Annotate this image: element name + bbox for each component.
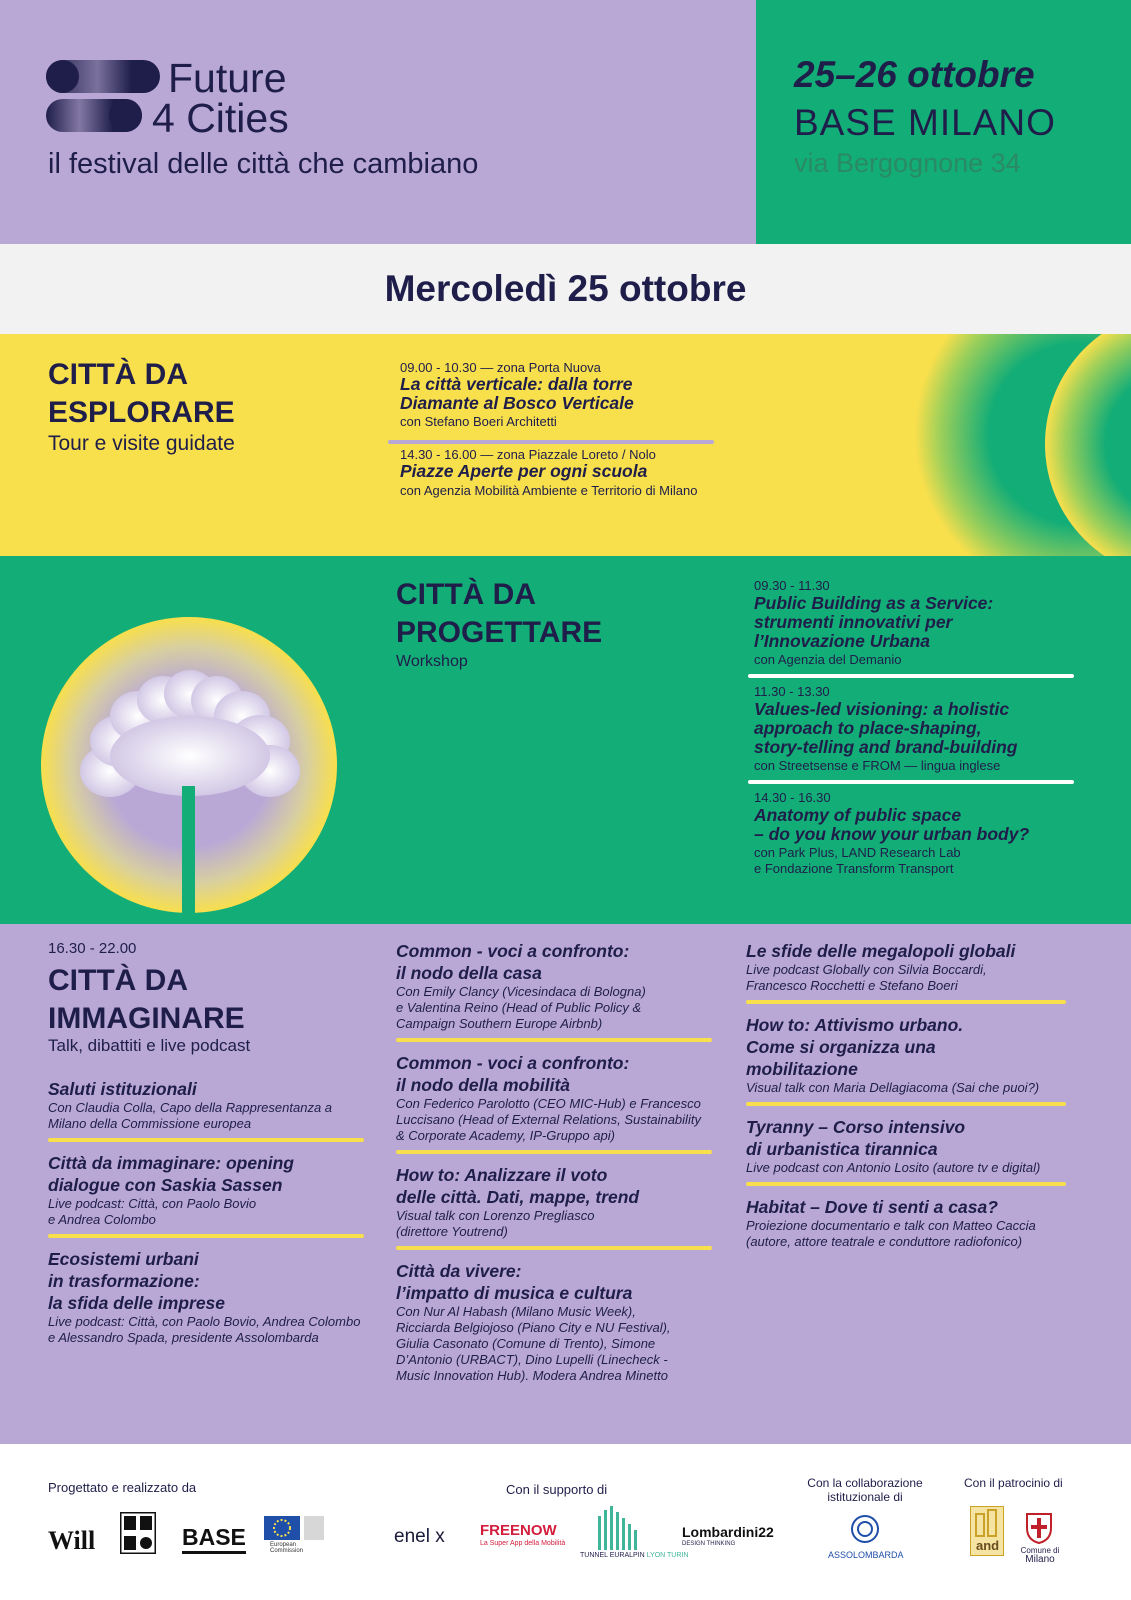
event-title: l’Innovazione Urbana — [754, 631, 930, 651]
and-logo-text: and — [976, 1538, 1000, 1553]
lombardini22-logo: Lombardini22 — [682, 1524, 774, 1540]
program-item — [396, 1052, 732, 1144]
green-arcs-decoration-icon — [780, 334, 1131, 556]
divider — [748, 674, 1074, 678]
program-column-3 — [746, 940, 1086, 1256]
program-column-2 — [396, 940, 732, 1390]
program-item-title: l’impatto di musica e cultura — [396, 1283, 633, 1303]
program-item — [746, 1014, 1086, 1096]
program-item-description: Live podcast con Antonio Losito (autore tv e digital) — [746, 1160, 1041, 1175]
patronage-label: Con il patrocinio di — [964, 1476, 1063, 1490]
program-item-description: Live podcast: Città, con Paolo Bovio, Andrea Colombo — [48, 1314, 361, 1329]
event-title: story-telling and brand-building — [754, 737, 1018, 757]
program-item-description: e Andrea Colombo — [48, 1212, 156, 1227]
program-item-description: Francesco Rocchetti e Stefano Boeri — [746, 978, 958, 993]
event-title: Values-led visioning: a holistic — [754, 699, 1010, 719]
divider — [746, 1102, 1066, 1106]
event-title: Piazze Aperte per ogni scuola — [400, 461, 648, 481]
program-item-description: (direttore Youtrend) — [396, 1224, 508, 1239]
divider — [48, 1138, 364, 1142]
program-item-description: Campaign Southern Europe Airbnb) — [396, 1016, 603, 1031]
event-title: La città verticale: dalla torre — [400, 374, 633, 394]
program-item-description: Luccisano (Head of External Relations, Sustainability — [396, 1112, 701, 1127]
festival-tagline: il festival delle città che cambiano — [48, 148, 479, 180]
event-time: 11.30 - 13.30 — [754, 684, 830, 699]
comune-milano-crest-icon — [1024, 1510, 1054, 1544]
program-item-title: Le sfide delle megalopoli globali — [746, 941, 1016, 961]
program-item — [48, 1248, 378, 1346]
program-item-description: Con Federico Parolotto (CEO MIC-Hub) e Francesco — [396, 1096, 701, 1111]
program-item — [48, 1078, 378, 1132]
section-esplorare — [0, 334, 1131, 556]
event-time: 09.00 - 10.30 — zona Porta Nuova — [400, 360, 601, 375]
divider — [396, 1038, 712, 1042]
freenow-caption: La Super App della Mobilità — [480, 1540, 566, 1547]
progettare-title-line1: CITTÀ DA — [396, 578, 536, 611]
esplorare-subtitle: Tour e visite guidate — [48, 432, 235, 455]
program-item-description: (autore, attore teatrale e conduttore radiofonico) — [746, 1234, 1023, 1249]
program-item — [396, 1164, 732, 1240]
program-item — [746, 1116, 1086, 1176]
divider — [396, 1150, 712, 1154]
program-item-description: Ricciarda Belgiojoso (Piano City e NU Festival), — [396, 1320, 671, 1335]
logo-line-2: 4 Cities — [152, 95, 289, 141]
progettare-subtitle: Workshop — [396, 653, 468, 670]
immaginare-time: 16.30 - 22.00 — [48, 940, 137, 957]
event-time: 09.30 - 11.30 — [754, 578, 830, 593]
program-item-description: Milano della Commissione europea — [48, 1116, 252, 1131]
program-item — [746, 940, 1086, 994]
program-item-title: dialogue con Saskia Sassen — [48, 1175, 283, 1195]
comune-line1: Comune di — [1020, 1546, 1060, 1555]
eu-caption-line2: Commission — [270, 1548, 304, 1554]
event-title: Anatomy of public space — [754, 805, 962, 825]
section-immaginare — [0, 924, 1131, 1444]
collaboration-label — [798, 1476, 932, 1504]
venue-name: BASE MILANO — [794, 102, 1056, 143]
assolombarda-emblem-icon — [850, 1514, 880, 1544]
program-item-title: Tyranny – Corso intensivo — [746, 1117, 966, 1137]
immaginare-title-line1: CITTÀ DA — [48, 964, 188, 997]
program-item-description: D’Antonio (URBACT), Dino Lupelli (Linecheck - — [396, 1352, 668, 1367]
program-item-title: Common - voci a confronto: — [396, 941, 630, 961]
program-item-description: Con Claudia Colla, Capo della Rappresentanza a — [48, 1100, 333, 1115]
progettare-title-line2: PROGETTARE — [396, 616, 603, 649]
immaginare-subtitle: Talk, dibattiti e live podcast — [48, 1036, 251, 1055]
event-time: 14.30 - 16.30 — [754, 790, 831, 805]
collaboration-label-line2: istituzionale di — [827, 1490, 903, 1504]
program-item-description: Visual talk con Maria Dellagiacoma (Sai che puoi?) — [746, 1080, 1040, 1095]
program-item-title: How to: Attivismo urbano. — [746, 1015, 964, 1035]
divider — [746, 1182, 1066, 1186]
program-item-description: Music Innovation Hub). Modera Andrea Minetto — [396, 1368, 668, 1383]
base-logo: BASE — [182, 1524, 246, 1554]
venue-address: via Bergognone 34 — [794, 148, 1021, 178]
program-item — [48, 1152, 378, 1228]
comune-milano-logo — [1018, 1546, 1062, 1564]
program-column-1 — [48, 1078, 378, 1352]
program-item-description: Proiezione documentario e talk con Matteo Caccia — [746, 1218, 1036, 1233]
eu-commission-caption — [270, 1542, 303, 1554]
esplorare-title-line1: CITTÀ DA — [48, 358, 188, 391]
produced-by-label: Progettato e realizzato da — [48, 1480, 197, 1495]
program-item-title: il nodo della casa — [396, 963, 542, 983]
program-item-title: Saluti istituzionali — [48, 1079, 197, 1099]
program-item-title: delle città. Dati, mappe, trend — [396, 1187, 640, 1207]
divider — [746, 1000, 1066, 1004]
future4cities-logo-icon — [46, 58, 166, 134]
program-item-description: Visual talk con Lorenzo Pregliasco — [396, 1208, 595, 1223]
event-speakers: con Agenzia Mobilità Ambiente e Territorio di Milano — [400, 483, 698, 498]
program-item-title: in trasformazione: — [48, 1271, 200, 1291]
tunnel-caption-sub: LYON TURIN — [646, 1552, 689, 1559]
divider — [388, 440, 714, 444]
comune-line2: Milano — [1025, 1554, 1055, 1565]
event-speakers: con Agenzia del Demanio — [754, 652, 902, 667]
assolombarda-logo: ASSOLOMBARDA — [828, 1550, 904, 1560]
program-item-description: Live podcast: Città, con Paolo Bovio — [48, 1196, 257, 1211]
program-item-title: di urbanistica tirannica — [746, 1139, 938, 1159]
program-item-title: il nodo della mobilità — [396, 1075, 571, 1095]
event-title: Public Building as a Service: — [754, 593, 994, 613]
event-speakers: con Streetsense e FROM — lingua inglese — [754, 758, 1001, 773]
program-item-description: Giulia Casonato (Comune di Trento), Simone — [396, 1336, 656, 1351]
program-item-title: Città da vivere: — [396, 1261, 522, 1281]
logo-line-1: Future — [168, 55, 287, 101]
event-title: – do you know your urban body? — [754, 824, 1030, 844]
partner-grid-logo-icon — [120, 1512, 156, 1554]
enelx-logo: enel x — [394, 1526, 445, 1547]
program-item — [746, 1196, 1086, 1250]
program-item-title: Habitat – Dove ti senti a casa? — [746, 1197, 998, 1217]
event-speakers: con Stefano Boeri Architetti — [400, 414, 557, 429]
collaboration-label-line1: Con la collaborazione — [807, 1476, 923, 1490]
program-item — [396, 1260, 732, 1384]
program-item-title: mobilitazione — [746, 1059, 858, 1079]
freenow-logo: FREENOW — [480, 1522, 557, 1539]
tunnel-caption — [580, 1552, 688, 1559]
eu-caption-line1: European — [270, 1542, 297, 1548]
program-item-description: Con Emily Clancy (Vicesindaca di Bologna) — [396, 984, 646, 999]
program-item-title: Common - voci a confronto: — [396, 1053, 630, 1073]
program-item-title: Città da immaginare: opening — [48, 1153, 294, 1173]
program-item-title: Ecosistemi urbani — [48, 1249, 199, 1269]
tunnel-euralpin-logo-icon — [594, 1506, 650, 1550]
event-speakers: con Park Plus, LAND Research Lab — [754, 845, 961, 860]
support-label: Con il supporto di — [506, 1482, 608, 1497]
program-item-description: e Alessandro Spada, presidente Assolombarda — [48, 1330, 319, 1345]
esplorare-title-line2: ESPLORARE — [48, 396, 235, 429]
section-progettare — [0, 556, 1131, 924]
event-speakers: e Fondazione Transform Transport — [754, 861, 954, 876]
lombardini22-caption: DESIGN THINKING — [682, 1541, 736, 1547]
program-item-description: Con Nur Al Habash (Milano Music Week), — [396, 1304, 636, 1319]
event-title: approach to place-shaping, — [754, 718, 982, 738]
program-item-title: Come si organizza una — [746, 1037, 936, 1057]
festival-dates: 25–26 ottobre — [794, 54, 1035, 95]
event-time: 14.30 - 16.00 — zona Piazzale Loreto / Nolo — [400, 447, 656, 462]
program-item-title: How to: Analizzare il voto — [396, 1165, 608, 1185]
day-title: Mercoledì 25 ottobre — [384, 268, 747, 309]
program-item — [396, 940, 732, 1032]
footer-sponsors — [0, 1444, 1131, 1600]
program-item-description: e Valentina Reino (Head of Public Policy & — [396, 1000, 642, 1015]
program-item-description: & Corporate Academy, IP-Gruppo api) — [396, 1128, 615, 1143]
will-logo: Will — [48, 1526, 96, 1555]
divider — [748, 780, 1074, 784]
program-item-title: la sfida delle imprese — [48, 1293, 226, 1313]
divider — [396, 1246, 712, 1250]
program-item-description: Live podcast Globally con Silvia Boccardi, — [746, 962, 987, 977]
event-title: strumenti innovativi per — [754, 612, 953, 632]
event-title: Diamante al Bosco Verticale — [400, 393, 634, 413]
tunnel-caption-main: TUNNEL EURALPIN — [580, 1552, 645, 1559]
flower-illustration-icon — [38, 616, 340, 916]
divider — [48, 1234, 364, 1238]
immaginare-title-line2: IMMAGINARE — [48, 1002, 245, 1035]
